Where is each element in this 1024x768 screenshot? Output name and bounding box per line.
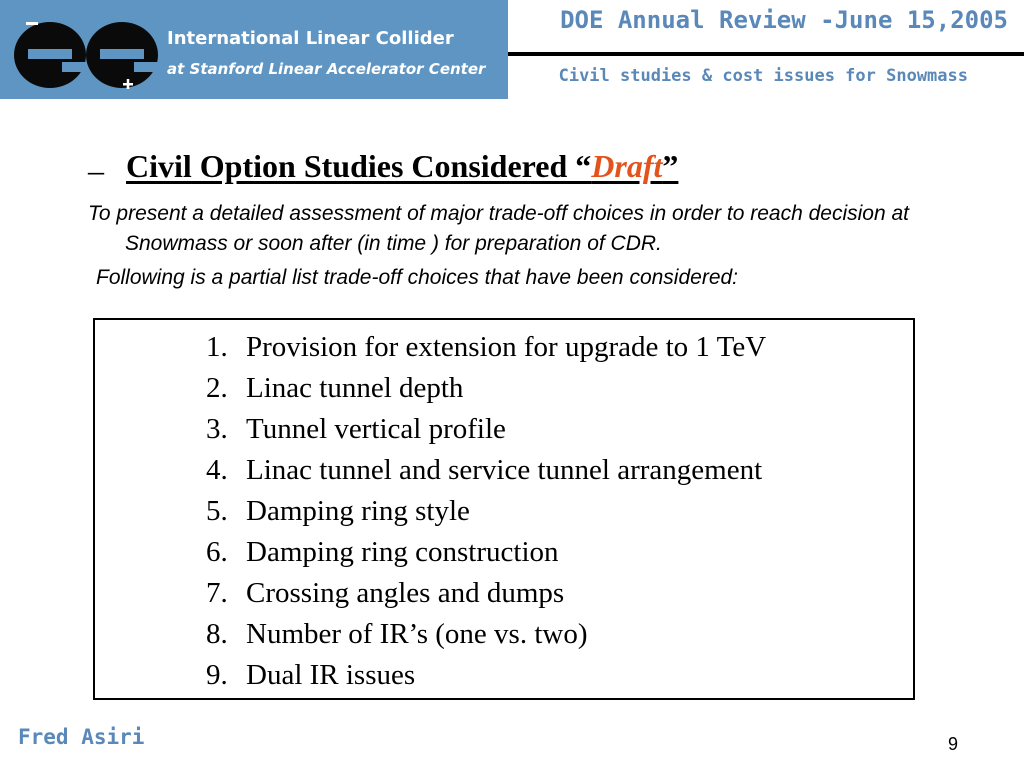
partial-list-caption: Following is a partial list trade-off choices that have been considered: [96,266,739,289]
item-text: Crossing angles and dumps [246,577,565,609]
choices-list [206,327,766,696]
list-item [206,655,766,696]
list-item [206,450,766,491]
item-number: 2. [206,372,228,404]
item-text: Linac tunnel and service tunnel arrangement [246,454,763,486]
banner-subtitle: at Stanford Linear Accelerator Center [167,60,486,78]
heading-suffix: ” [662,148,679,184]
heading-prefix: Civil Option Studies Considered “ [126,148,592,184]
item-number: 7. [206,577,228,609]
draft-label: Draft [591,148,663,184]
header-divider [508,52,1024,56]
item-text: Damping ring style [246,495,470,527]
intro-paragraph: To present a detailed assessment of major trade-off choices in order to reach decision at Snowmass or soon after (in time ) for preparation of CDR. [88,202,909,255]
item-text: Damping ring construction [246,536,559,568]
list-item [206,532,766,573]
item-number: 5. [206,495,228,527]
item-number: 1. [206,331,228,363]
item-text: Dual IR issues [246,659,416,691]
item-text: Provision for extension for upgrade to 1 TeV [246,331,767,363]
list-item [206,614,766,655]
list-item [206,327,766,368]
list-item [206,573,766,614]
item-text: Number of IR’s (one vs. two) [246,618,588,650]
header-banner [0,0,508,99]
page-number: 9 [948,734,959,754]
item-number: 6. [206,536,228,568]
list-item [206,368,766,409]
banner-title: International Linear Collider [167,28,454,49]
header-title: DOE Annual Review -June 15,2005 [560,6,1008,34]
section-bullet: – [88,152,104,188]
footer-author: Fred Asiri [18,725,145,749]
section-heading [126,148,678,185]
item-number: 3. [206,413,228,445]
ee-logo-icon [0,0,165,99]
item-number: 4. [206,454,228,486]
item-number: 8. [206,618,228,650]
item-text: Linac tunnel depth [246,372,464,404]
header-subtitle: Civil studies & cost issues for Snowmass [558,66,968,86]
list-item [206,491,766,532]
list-item [206,409,766,450]
item-number: 9. [206,659,228,691]
item-text: Tunnel vertical profile [246,413,506,445]
